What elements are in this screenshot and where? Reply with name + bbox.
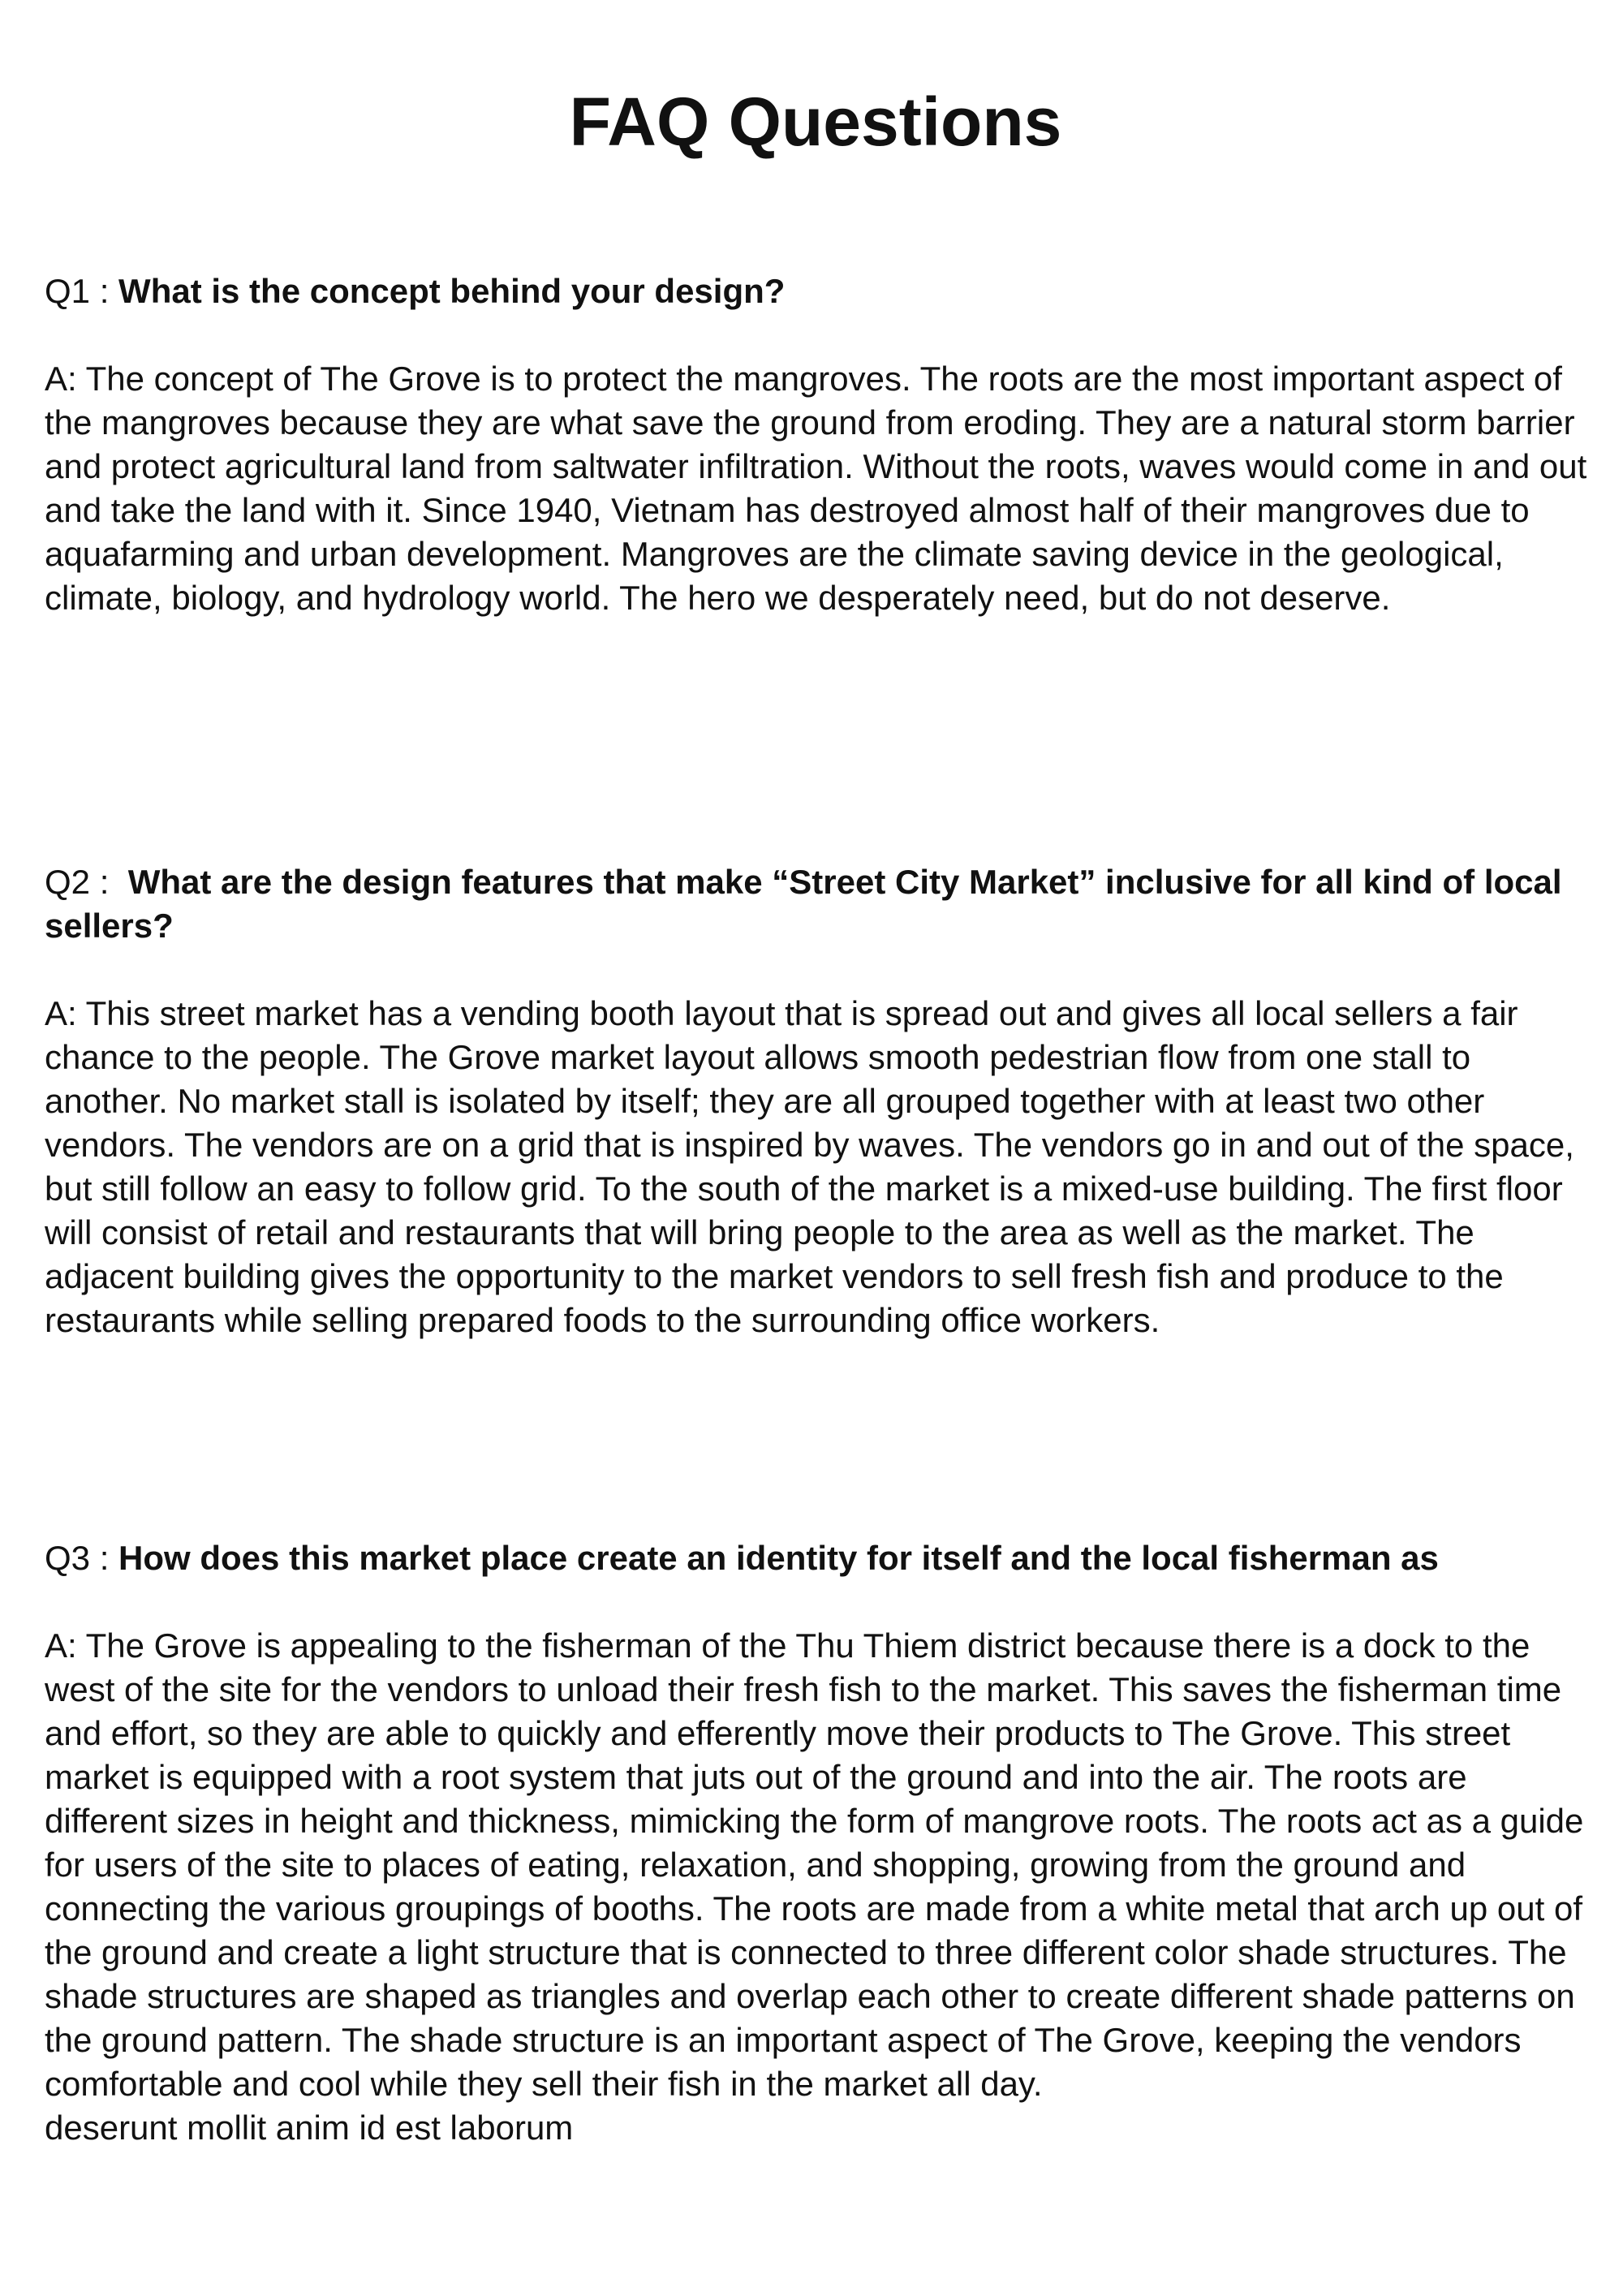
question-text: What are the design features that make “Street City Market” inclusive for all kind of local sellers? — [45, 863, 1562, 945]
faq-item — [45, 1536, 1591, 2150]
faq-answer: A: This street market has a vending booth layout that is spread out and gives all local sellers a fair chance to the people. The Grove market layout allows smooth pedestrian flow from one stall to another. No market stall is isolated by itself; they are all grouped together with at least two other vendors. The vendors are on a grid that is inspired by waves. The vendors go in and out of the space, but still follow an easy to follow grid. To the south of the market is a mixed-use building. The first floor will consist of retail and restaurants that will bring people to the area as well as the market. The adjacent building gives the opportunity to the market vendors to sell fresh fish and produce to the restaurants while selling prepared foods to the surrounding office workers. — [45, 994, 1574, 1339]
question-text: How does this market place create an identity for itself and the local fisherman as — [118, 1539, 1439, 1577]
page-title: FAQ Questions — [569, 84, 1062, 160]
faq-item — [45, 269, 1591, 620]
faq-question — [45, 269, 1591, 313]
faq-question — [45, 1536, 1591, 1580]
question-text: What is the concept behind your design? — [118, 272, 786, 310]
question-label: Q3 : — [45, 1539, 110, 1577]
faq-answer: A: The Grove is appealing to the fisherman of the Thu Thiem district because there is a dock to the west of the site for the vendors to unload their fresh fish to the market. This saves the fisherman time and effort, so they are able to quickly and efferently move their products to The Grove. This street market is equipped with a root system that juts out of the ground and into the air. The roots are different sizes in height and thickness, mimicking the form of mangrove roots. The roots act as a guide for users of the site to places of eating, relaxation, and shopping, growing from the ground and connecting the various groupings of booths. The roots are made from a white metal that arch up out of the ground and create a light structure that is connected to three different color shade structures. The shade structures are shaped as triangles and overlap each other to create different shade patterns on the ground pattern. The shade structure is an important aspect of The Grove, keeping the vendors comfortable and cool while they sell their fish in the market all day. — [45, 1626, 1584, 2103]
faq-item — [45, 860, 1591, 1342]
question-label: Q2 : — [45, 863, 110, 901]
faq-answer: A: The concept of The Grove is to protect the mangroves. The roots are the most important aspect of the mangroves because they are what save the ground from eroding. They are a natural storm barrier and protect agricultural land from saltwater infiltration. Without the roots, waves would come in and out and take the land with it. Since 1940, Vietnam has destroyed almost half of their mangroves due to aquafarming and urban development. Mangroves are the climate saving device in the geological, climate, biology, and hydrology world. The hero we desperately need, but do not deserve. — [45, 360, 1587, 617]
faq-question — [45, 860, 1591, 948]
trailing-text: deserunt mollit anim id est laborum — [45, 2109, 574, 2147]
question-label: Q1 : — [45, 272, 110, 310]
